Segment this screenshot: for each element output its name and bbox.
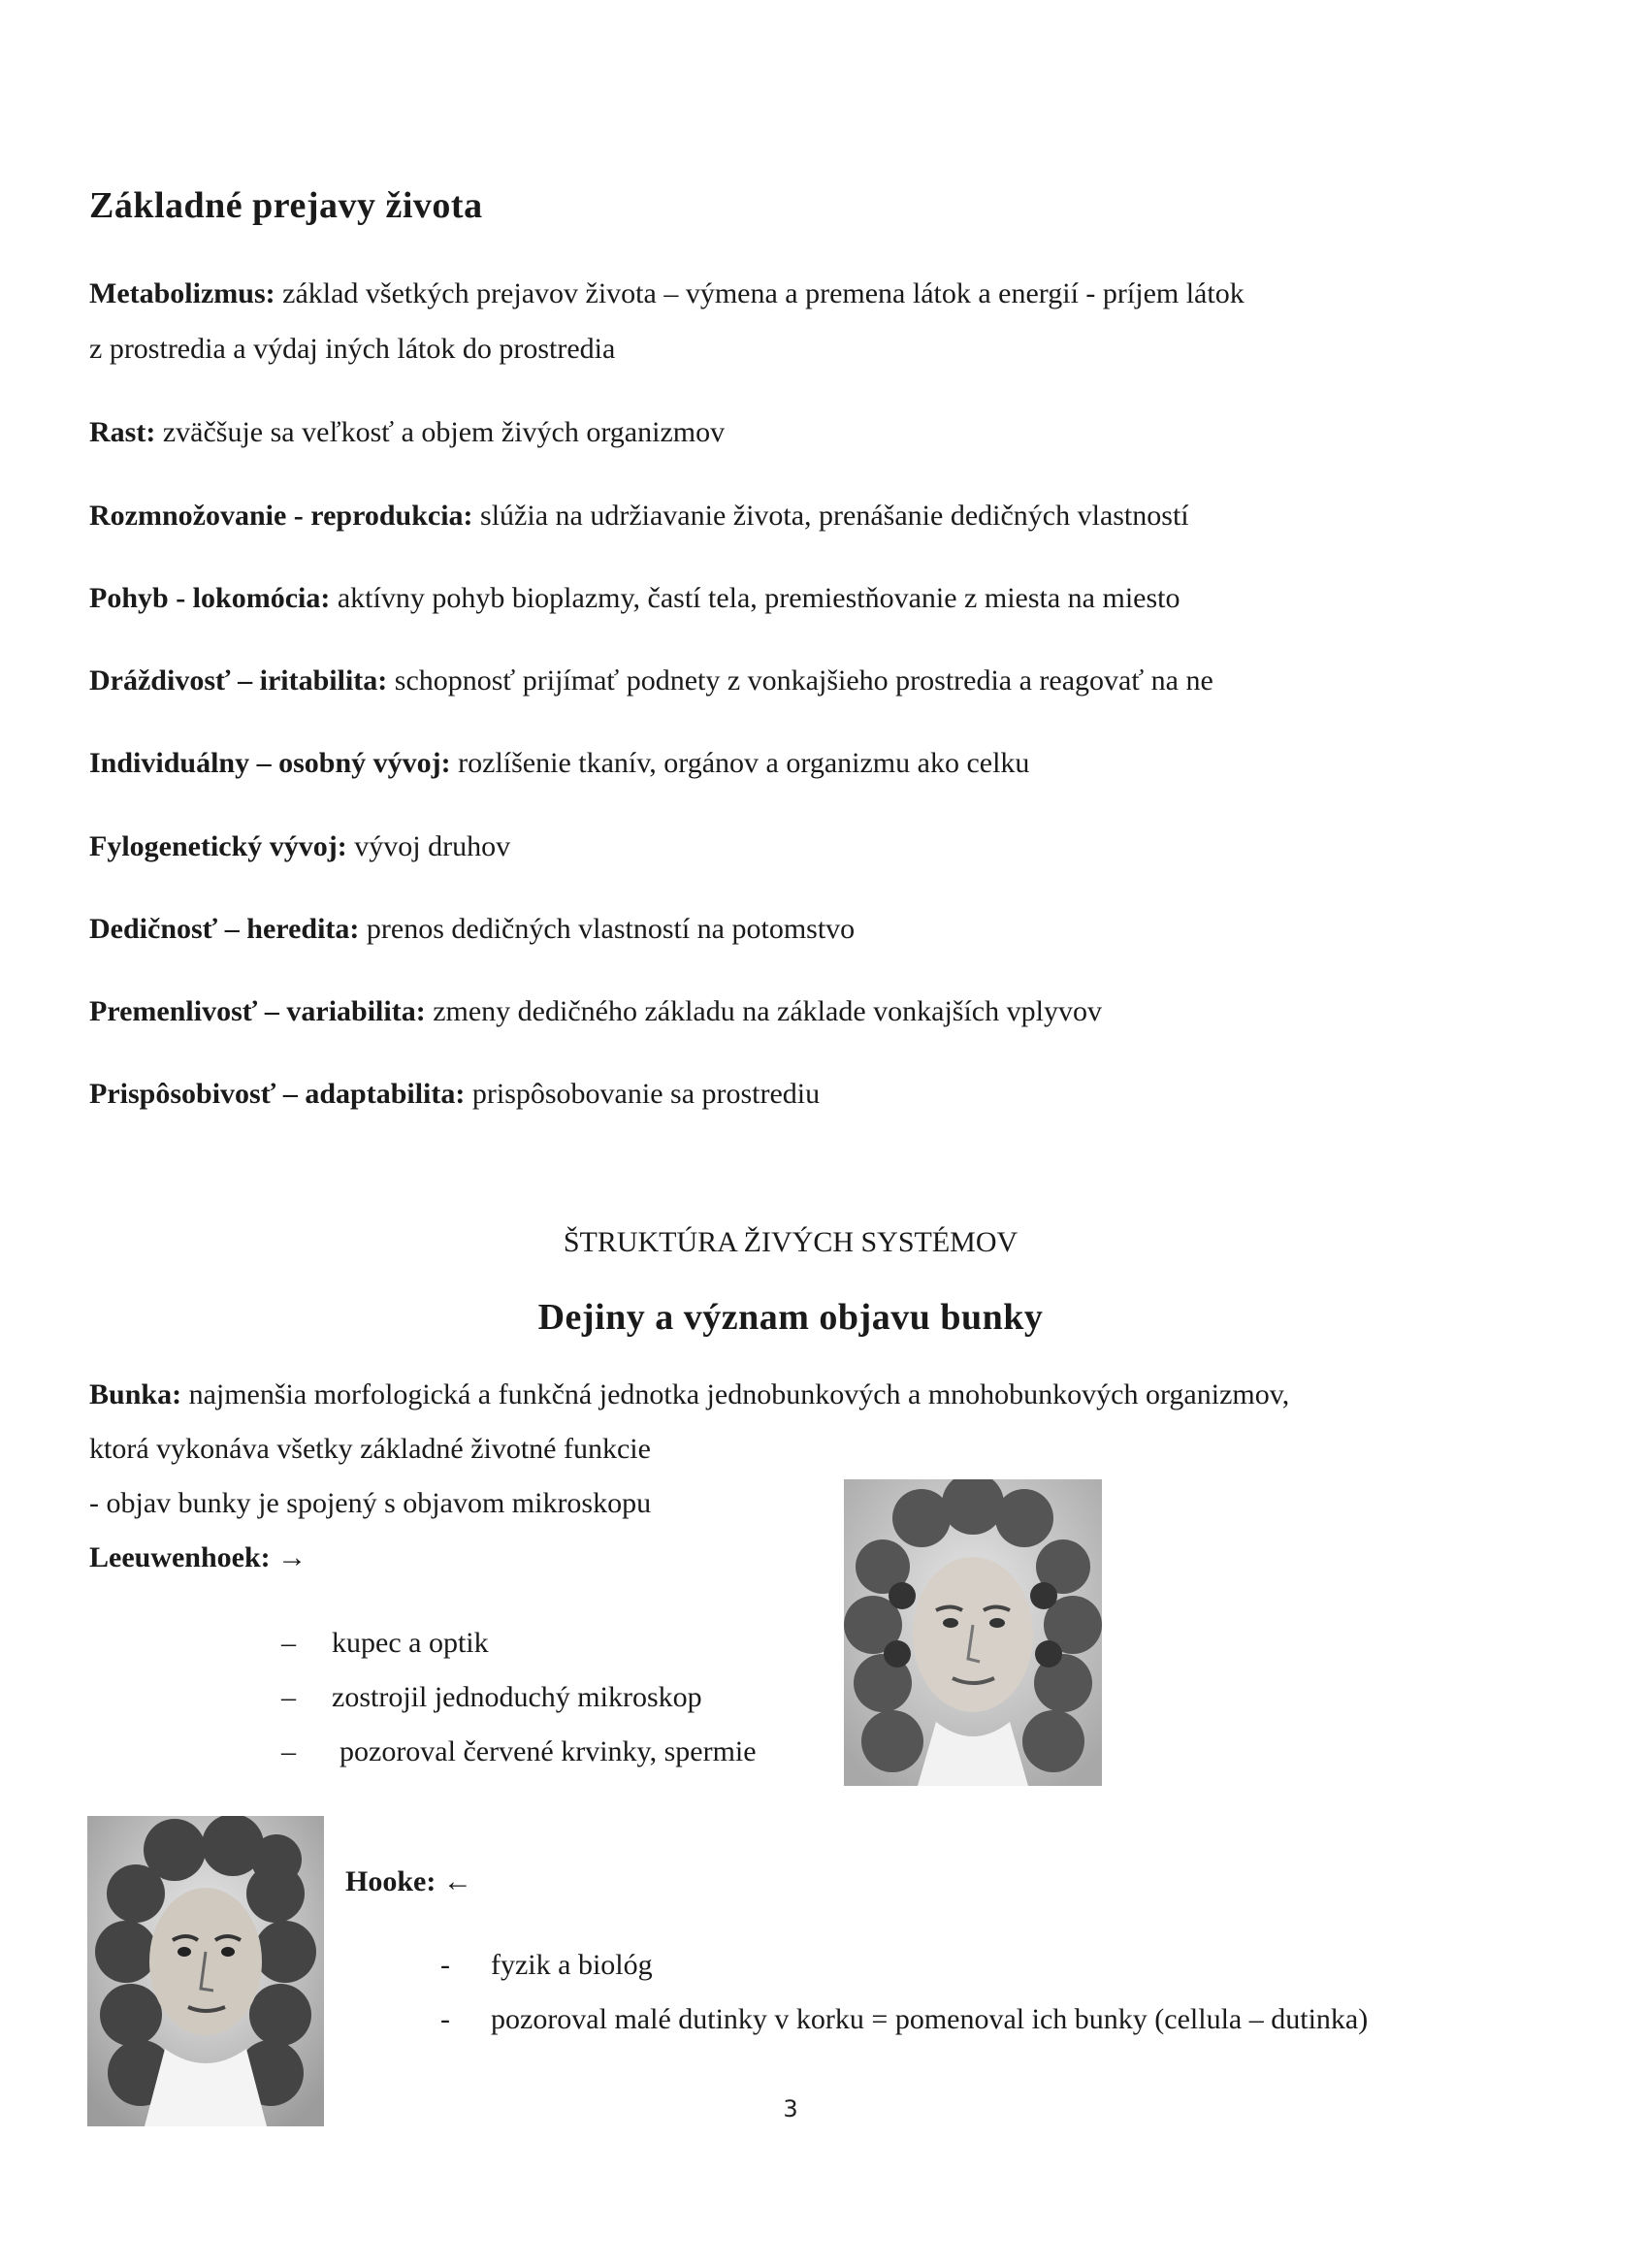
- list-item: [89, 332, 615, 367]
- definition: rozlíšenie tkanív, orgánov a organizmu ako celku: [450, 747, 1030, 779]
- term: Rozmnožovanie - reprodukcia:: [89, 500, 473, 532]
- portrait-icon: [87, 1816, 324, 2126]
- bullet: -: [440, 1949, 450, 1981]
- section-heading: ŠTRUKTÚRA ŽIVÝCH SYSTÉMOV: [563, 1226, 1018, 1258]
- item-text: fyzik a biológ: [491, 1949, 653, 1981]
- page-number: 3: [783, 2095, 798, 2122]
- item-text: kupec a optik: [332, 1627, 489, 1659]
- item-text: pozoroval malé dutinky v korku = pomenoval ich bunky (cellula – dutinka): [491, 2003, 1369, 2035]
- section-title: Základné prejavy života: [89, 185, 483, 226]
- list-item: [281, 1734, 757, 1769]
- term: Premenlivosť – variabilita:: [89, 995, 426, 1027]
- definition: z prostredia a výdaj iných látok do prostredia: [89, 333, 616, 365]
- definition: slúžia na udržiavanie života, prenášanie dedičných vlastností: [472, 500, 1189, 532]
- paragraph-bunka-cont: ktorá vykonáva všetky základné životné funkcie: [89, 1433, 651, 1465]
- definition: zväčšuje sa veľkosť a objem živých organizmov: [155, 416, 726, 448]
- definition: schopnosť prijímať podnety z vonkajšieho prostredia a reagovať na ne: [387, 664, 1213, 697]
- list-item: [89, 499, 1189, 534]
- list-item: [440, 2002, 1368, 2037]
- term: Bunka:: [89, 1378, 182, 1410]
- list-item: [89, 1077, 820, 1112]
- hooke-heading: [345, 1864, 472, 1899]
- term: Pohyb - lokomócia:: [89, 582, 331, 614]
- list-item: [89, 415, 725, 450]
- definition: aktívny pohyb bioplazmy, častí tela, premiestňovanie z miesta na miesto: [330, 582, 1180, 614]
- bullet: -: [440, 2003, 450, 2035]
- leeuwenhoek-portrait: [844, 1479, 1102, 1786]
- list-item: [89, 276, 1245, 311]
- bullet: –: [281, 1681, 296, 1713]
- term: Dráždivosť – iritabilita:: [89, 664, 388, 697]
- bullet: –: [281, 1627, 296, 1659]
- definition: zmeny dedičného základu na základe vonkajších vplyvov: [425, 995, 1102, 1027]
- paragraph-bunka: [89, 1377, 1289, 1412]
- item-text: zostrojil jednoduchý mikroskop: [332, 1681, 702, 1713]
- list-item: [89, 746, 1029, 781]
- term: Fylogenetický vývoj:: [89, 830, 347, 862]
- definition: najmenšia morfologická a funkčná jednotka jednobunkových a mnohobunkových organizmov,: [181, 1378, 1290, 1410]
- definition: prispôsobovanie sa prostrediu: [465, 1078, 821, 1110]
- portrait-icon: [844, 1479, 1102, 1786]
- definition: základ všetkých prejavov života – výmena a premena látok a energií - príjem látok: [275, 277, 1245, 309]
- definition: vývoj druhov: [346, 830, 511, 862]
- term: Metabolizmus:: [89, 277, 275, 309]
- definition: prenos dedičných vlastností na potomstvo: [359, 913, 856, 945]
- leeuwenhoek-heading: [89, 1540, 307, 1575]
- term: Rast:: [89, 416, 156, 448]
- list-item: [281, 1626, 489, 1661]
- item-text: pozoroval červené krvinky, spermie: [340, 1735, 757, 1767]
- paragraph-objav: - objav bunky je spojený s objavom mikroskopu: [89, 1487, 652, 1519]
- list-item: [89, 581, 1180, 616]
- bullet: –: [281, 1735, 296, 1767]
- term: Prispôsobivosť – adaptabilita:: [89, 1078, 466, 1110]
- leeuwenhoek-name: Leeuwenhoek:: [89, 1541, 271, 1573]
- term: Individuálny – osobný vývoj:: [89, 747, 451, 779]
- hooke-portrait: [87, 1816, 324, 2126]
- term: Dedičnosť – heredita:: [89, 913, 360, 945]
- list-item: [89, 664, 1213, 698]
- arrow-right-icon: →: [277, 1541, 307, 1573]
- list-item: [281, 1680, 702, 1715]
- arrow-left-icon: ←: [442, 1865, 472, 1897]
- list-item: [89, 912, 855, 947]
- list-item: [89, 994, 1102, 1029]
- section-subtitle: Dejiny a význam objavu bunky: [537, 1297, 1044, 1338]
- list-item: [440, 1948, 653, 1983]
- hooke-name: Hooke:: [345, 1865, 436, 1897]
- list-item: [89, 829, 510, 864]
